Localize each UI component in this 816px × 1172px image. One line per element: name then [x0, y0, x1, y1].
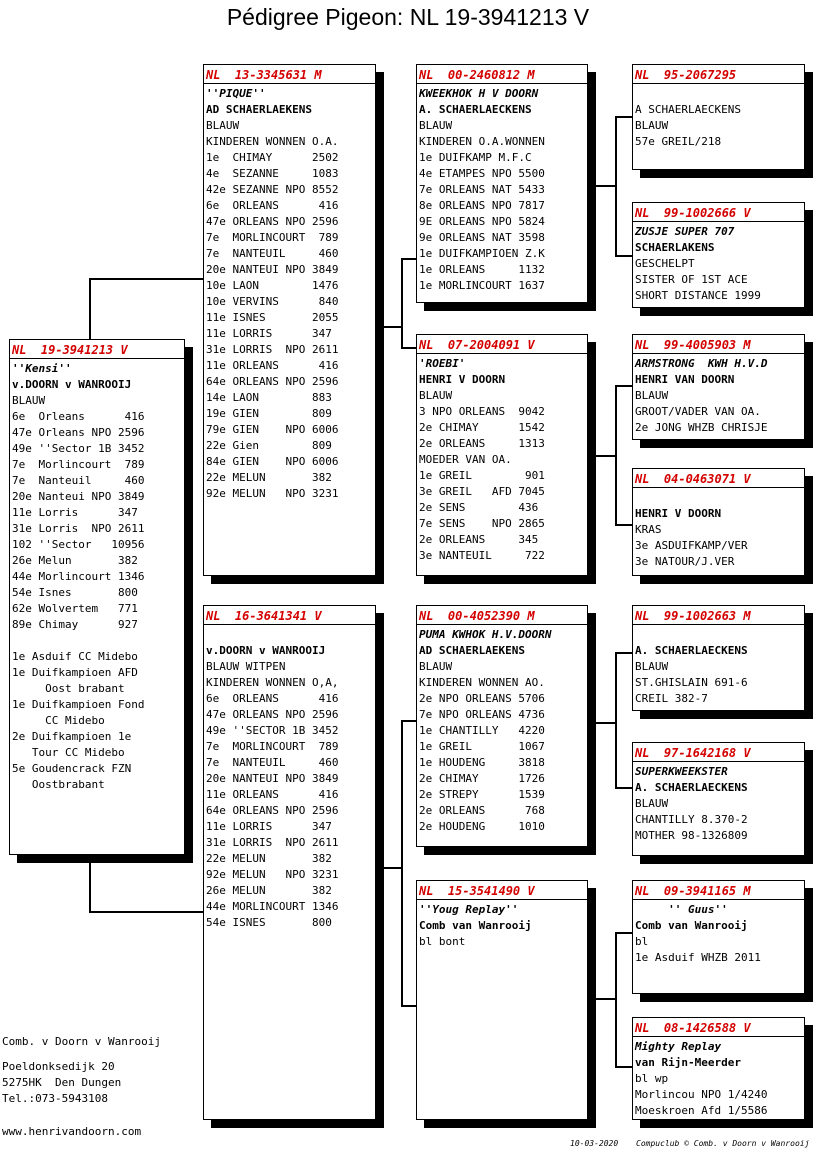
pigeon-info-line: 1e Duifkampioen Fond [12, 698, 145, 711]
breeder-name: Comb. v Doorn v Wanrooij [2, 1035, 161, 1048]
pigeon-info-line: MOTHER 98-1326809 [635, 829, 748, 842]
pigeon-info-line: 44e MORLINCOURT 1346 [206, 900, 339, 913]
pigeon-info-line: Tour CC Midebo [12, 746, 125, 759]
pigeon-info-line: 3e NATOUR/J.VER [635, 555, 735, 568]
pigeon-info-line: 2e SENS 436 [419, 501, 539, 514]
pigeon-name: SUPERKWEEKSTER [635, 765, 728, 778]
pigeon-info-line: 62e Wolvertem 771 [12, 602, 138, 615]
ring-divider [633, 624, 804, 625]
pigeon-info-line: 4e SEZANNE 1083 [206, 167, 339, 180]
pigeon-info-line: MOEDER VAN OA. [419, 453, 512, 466]
pigeon-info-line: 7e ORLEANS NAT 5433 [419, 183, 545, 196]
pigeon-name: ''Kensi'' [12, 362, 72, 375]
ring-divider [204, 83, 375, 84]
pigeon-owner: v.DOORN v WANROOIJ [12, 378, 132, 391]
pigeon-name [635, 490, 804, 506]
pigeon-name: KWEEKHOK H V DOORN [419, 87, 539, 100]
pigeon-info-line: 11e LORRIS 347 [206, 327, 332, 340]
breeder-street: Poeldonksedijk 20 [2, 1060, 115, 1073]
pigeon-mmf [632, 880, 805, 994]
pigeon-name: 'ROEBI' [419, 357, 466, 370]
pigeon-info-line: SHORT DISTANCE 1999 [635, 289, 761, 302]
pigeon-info-line: 49e ''Sector 1B 3452 [12, 442, 145, 455]
pigeon-info-line: 4e ETAMPES NPO 5500 [419, 167, 545, 180]
pigeon-info-line: 31e LORRIS NPO 2611 [206, 343, 339, 356]
pigeon-info-line: Oostbrabant [12, 778, 105, 791]
pigeon-info-line: 26e Melun 382 [12, 554, 138, 567]
pigeon-info-line: 11e LORRIS 347 [206, 820, 332, 833]
print-date: 10-03-2020 [570, 1139, 619, 1148]
pigeon-info-line: 64e ORLEANS NPO 2596 [206, 804, 339, 817]
pigeon-owner: HENRI V DOORN [419, 373, 506, 386]
connector [615, 932, 633, 934]
pigeon-info-line: 26e MELUN 382 [206, 884, 332, 897]
ring-number: NL 99-1002663 M [635, 609, 751, 623]
ring-number: NL 07-2004091 V [419, 338, 535, 352]
pigeon-info-line: 1e DUIFKAMPIOEN Z.K [419, 247, 545, 260]
connector [615, 932, 617, 1067]
pigeon-info-line: SISTER OF 1ST ACE [635, 273, 748, 286]
ring-divider [417, 83, 587, 84]
pigeon-info-line: 3e GREIL AFD 7045 [419, 485, 545, 498]
pigeon-name [635, 86, 804, 102]
pigeon-info-line: BLAUW [635, 389, 669, 402]
connector [615, 524, 633, 526]
connector [401, 720, 403, 1006]
pigeon-info-line: 1e HOUDENG 3818 [419, 756, 545, 769]
pigeon-info-line: BLAUW [419, 119, 453, 132]
pigeon-info-line: BLAUW [419, 660, 453, 673]
connector [615, 385, 617, 525]
pigeon-info-line: 7e SENS NPO 2865 [419, 517, 545, 530]
connector [615, 652, 633, 654]
pigeon-father-mother [416, 334, 588, 576]
pigeon-info-line: 7e Nanteuil 460 [12, 474, 145, 487]
pigeon-info-line: 2e ORLEANS 768 [419, 804, 545, 817]
connector [615, 787, 633, 789]
pigeon-info-line: BLAUW [635, 660, 669, 673]
breeder-phone: Tel.:073-5943108 [2, 1092, 108, 1105]
connector [89, 278, 91, 340]
pigeon-info-line: 92e MELUN NPO 3231 [206, 868, 339, 881]
connector [615, 1066, 633, 1068]
pigeon-info-line: 1e MORLINCOURT 1637 [419, 279, 545, 292]
pigeon-info-line: 8e ORLEANS NPO 7817 [419, 199, 545, 212]
pigeon-owner: HENRI V DOORN [635, 507, 722, 520]
pigeon-info-line: 2e NPO ORLEANS 5706 [419, 692, 545, 705]
pigeon-info-line: 7e MORLINCOURT 789 [206, 740, 339, 753]
pigeon-info-line: 44e Morlincourt 1346 [12, 570, 145, 583]
ring-divider [417, 899, 587, 900]
ring-divider [417, 624, 587, 625]
ring-divider [633, 221, 804, 222]
pigeon-info-line: 79e GIEN NPO 6006 [206, 423, 339, 436]
breeder-website[interactable]: www.henrivandoorn.com [2, 1125, 142, 1138]
pigeon-name: ZUSJE SUPER 707 [635, 225, 735, 238]
pigeon-father-father [416, 64, 588, 303]
pigeon-info-line: 6e ORLEANS 416 [206, 692, 339, 705]
pigeon-mff [632, 605, 805, 711]
pigeon-info-line: 92e MELUN NPO 3231 [206, 487, 339, 500]
pigeon-info-line: BLAUW [635, 797, 669, 810]
pigeon-info-line: 3e ASDUIFKAMP/VER [635, 539, 748, 552]
pigeon-info-line: ST.GHISLAIN 691-6 [635, 676, 748, 689]
pigeon-info-line: 3 NPO ORLEANS 9042 [419, 405, 545, 418]
pigeon-fff [632, 64, 805, 170]
ring-divider [204, 624, 375, 625]
pigeon-info-line: 11e ORLEANS 416 [206, 788, 339, 801]
connector [401, 258, 417, 260]
ring-number: NL 99-1002666 V [635, 206, 751, 220]
pigeon-owner: van Rijn-Meerder [635, 1056, 741, 1069]
connector [615, 255, 633, 257]
pigeon-info-line: Moeskroen Afd 1/5586 [635, 1104, 768, 1117]
pigeon-owner: Comb van Wanrooij [635, 919, 748, 932]
ring-number: NL 00-2460812 M [419, 68, 535, 82]
pigeon-owner: Comb van Wanrooij [419, 919, 532, 932]
ring-divider [633, 1036, 804, 1037]
connector [615, 116, 633, 118]
pigeon-info-line: 2e JONG WHZB CHRISJE [635, 421, 768, 434]
pigeon-info-line: 1e GREIL 1067 [419, 740, 545, 753]
pigeon-info-line: 7e NANTEUIL 460 [206, 756, 339, 769]
ring-number: NL 08-1426588 V [635, 1021, 751, 1035]
ring-number: NL 16-3641341 V [206, 609, 322, 623]
pigeon-name: ''Youg Replay'' [419, 903, 519, 916]
pigeon-father [203, 64, 376, 576]
pigeon-info-line: 1e Asduif CC Midebo [12, 650, 138, 663]
ring-number: NL 00-4052390 M [419, 609, 535, 623]
pigeon-info-line: 10e VERVINS 840 [206, 295, 339, 308]
pigeon-info-line: KRAS [635, 523, 662, 536]
pigeon-info-line: 7e NANTEUIL 460 [206, 247, 339, 260]
pigeon-info-line: 20e NANTEUI NPO 3849 [206, 772, 339, 785]
ring-divider [633, 899, 804, 900]
pigeon-info-line: 54e ISNES 800 [206, 916, 332, 929]
pigeon-name: Mighty Replay [635, 1040, 722, 1053]
connector [401, 258, 403, 348]
ring-number: NL 97-1642168 V [635, 746, 751, 760]
connector [615, 652, 617, 788]
pigeon-info-line: 22e MELUN 382 [206, 471, 332, 484]
pigeon-info-line: 2e ORLEANS 345 [419, 533, 539, 546]
connector [89, 278, 205, 280]
connector [615, 116, 617, 256]
pigeon-mfm [632, 742, 805, 856]
pigeon-owner: A. SCHAERLAECKENS [635, 781, 748, 794]
pigeon-fmm [632, 468, 805, 576]
pigeon-mother [203, 605, 376, 1120]
pigeon-info-line: 49e ''SECTOR 1B 3452 [206, 724, 339, 737]
pigeon-info-line: BLAUW WITPEN [206, 660, 286, 673]
pigeon-info-line: CC Midebo [12, 714, 105, 727]
pigeon-info-line: KINDEREN WONNEN O.A. [206, 135, 339, 148]
ring-number: NL 04-0463071 V [635, 472, 751, 486]
pigeon-ffm [632, 202, 805, 308]
pigeon-name [635, 627, 804, 643]
pigeon-info-line: 10e LAON 1476 [206, 279, 339, 292]
ring-divider [633, 353, 804, 354]
pigeon-info-line: 47e ORLEANS NPO 2596 [206, 215, 339, 228]
pigeon-info-line: 31e Lorris NPO 2611 [12, 522, 145, 535]
pigeon-main [9, 339, 185, 855]
pigeon-info-line: 64e ORLEANS NPO 2596 [206, 375, 339, 388]
connector [401, 347, 417, 349]
pigeon-info-line: 1e CHANTILLY 4220 [419, 724, 545, 737]
pigeon-info-line: 47e Orleans NPO 2596 [12, 426, 145, 439]
pigeon-info-line: 31e LORRIS NPO 2611 [206, 836, 339, 849]
pigeon-info-line: 1e DUIFKAMP M.F.C [419, 151, 532, 164]
pigeon-info-line: 11e ORLEANS 416 [206, 359, 339, 372]
pigeon-info-line: 3e NANTEUIL 722 [419, 549, 545, 562]
connector [596, 455, 616, 457]
pigeon-info-line: 9E ORLEANS NPO 5824 [419, 215, 545, 228]
pigeon-info-line: 11e ISNES 2055 [206, 311, 339, 324]
pigeon-info-line: 9e ORLEANS NAT 3598 [419, 231, 545, 244]
pigeon-fmf [632, 334, 805, 440]
pigeon-info-line: CHANTILLY 8.370-2 [635, 813, 748, 826]
pigeon-info-line: 89e Chimay 927 [12, 618, 138, 631]
pigeon-mmm [632, 1017, 805, 1120]
pigeon-info-line: 6e ORLEANS 416 [206, 199, 339, 212]
pigeon-info-line: 84e GIEN NPO 6006 [206, 455, 339, 468]
ring-divider [417, 353, 587, 354]
pigeon-info-line: 1e CHIMAY 2502 [206, 151, 339, 164]
pigeon-name: ''PIQUE'' [206, 87, 266, 100]
pigeon-info-line: 7e Morlincourt 789 [12, 458, 145, 471]
pigeon-info-line: 54e Isnes 800 [12, 586, 138, 599]
connector [596, 722, 616, 724]
pigeon-info-line: 2e CHIMAY 1542 [419, 421, 545, 434]
pigeon-owner: AD SCHAERLAEKENS [419, 644, 525, 657]
pigeon-owner: SCHAERLAKENS [635, 241, 715, 254]
pigeon-info-line: Morlincou NPO 1/4240 [635, 1088, 768, 1101]
pigeon-info-line: 1e Asduif WHZB 2011 [635, 951, 761, 964]
ring-divider [633, 487, 804, 488]
connector [89, 911, 205, 913]
pigeon-info-line: 22e MELUN 382 [206, 852, 332, 865]
pigeon-mother-mother [416, 880, 588, 1120]
ring-number: NL 19-3941213 V [12, 343, 128, 357]
pigeon-name: ARMSTRONG KWH H.V.D [635, 357, 768, 370]
pigeon-info-line: GROOT/VADER VAN OA. [635, 405, 761, 418]
ring-number: NL 99-4005903 M [635, 338, 751, 352]
pigeon-owner: AD SCHAERLAEKENS [206, 103, 312, 116]
pigeon-info-line: 5e Goudencrack FZN [12, 762, 132, 775]
pigeon-info-line: BLAUW [635, 119, 669, 132]
pigeon-info-line: 57e GREIL/218 [635, 135, 722, 148]
pigeon-owner: A SCHAERLAECKENS [635, 103, 741, 116]
pigeon-name: '' Guus'' [635, 903, 728, 916]
pigeon-owner: A. SCHAERLAECKENS [635, 644, 748, 657]
pigeon-owner: HENRI VAN DOORN [635, 373, 735, 386]
pigeon-info-line: Oost brabant [12, 682, 125, 695]
pigeon-info-line: BLAUW [419, 389, 453, 402]
pigeon-info-line: 42e SEZANNE NPO 8552 [206, 183, 339, 196]
pigeon-info-line: KINDEREN O.A.WONNEN [419, 135, 545, 148]
pigeon-info-line: 1e GREIL 901 [419, 469, 545, 482]
ring-number: NL 95-2067295 [635, 68, 737, 82]
pigeon-info-line: 20e NANTEUI NPO 3849 [206, 263, 339, 276]
pigeon-info-line: 7e MORLINCOURT 789 [206, 231, 339, 244]
page-title: Pédigree Pigeon: NL 19-3941213 V [226, 4, 590, 30]
ring-number: NL 09-3941165 M [635, 884, 751, 898]
ring-number: NL 15-3541490 V [419, 884, 535, 898]
pigeon-info-line: 102 ''Sector 10956 [12, 538, 145, 551]
ring-divider [633, 761, 804, 762]
connector [596, 185, 616, 187]
software-credit: Compuclub © Comb. v Doorn v Wanrooij [636, 1139, 810, 1148]
pigeon-info-line: 1e Duifkampioen AFD [12, 666, 138, 679]
pigeon-info-line: 19e GIEN 809 [206, 407, 332, 420]
pigeon-info-line: 2e STREPY 1539 [419, 788, 545, 801]
pigeon-info-line: 1e ORLEANS 1132 [419, 263, 545, 276]
pigeon-info-line: CREIL 382-7 [635, 692, 708, 705]
pigeon-info-line: 6e Orleans 416 [12, 410, 145, 423]
pigeon-info-line: bl bont [419, 935, 466, 948]
pigeon-name [206, 627, 375, 643]
pigeon-info-line: 2e HOUDENG 1010 [419, 820, 545, 833]
connector [401, 1005, 417, 1007]
pigeon-info-line: BLAUW [12, 394, 46, 407]
pigeon-info-line: GESCHELPT [635, 257, 695, 270]
pigeon-owner: v.DOORN v WANROOIJ [206, 644, 326, 657]
connector [401, 720, 417, 722]
connector [384, 867, 402, 869]
ring-divider [633, 83, 804, 84]
pigeon-info-line: bl [635, 935, 649, 948]
pigeon-info-line: BLAUW [206, 119, 240, 132]
connector [615, 385, 633, 387]
pigeon-info-line: 14e LAON 883 [206, 391, 332, 404]
breeder-city: 5275HK Den Dungen [2, 1076, 122, 1089]
ring-number: NL 13-3345631 M [206, 68, 322, 82]
connector [596, 998, 616, 1000]
pigeon-info-line: 2e ORLEANS 1313 [419, 437, 545, 450]
pigeon-info-line: bl wp [635, 1072, 669, 1085]
pigeon-info-line: 2e Duifkampioen 1e [12, 730, 132, 743]
pigeon-info-line: 47e ORLEANS NPO 2596 [206, 708, 339, 721]
pigeon-info-line: 2e CHIMAY 1726 [419, 772, 545, 785]
connector [384, 326, 402, 328]
pigeon-info-line: 11e Lorris 347 [12, 506, 138, 519]
pigeon-info-line: KINDEREN WONNEN AO. [419, 676, 545, 689]
connector [89, 856, 91, 912]
pigeon-info-line: 7e NPO ORLEANS 4736 [419, 708, 545, 721]
pigeon-info-line: 20e Nanteui NPO 3849 [12, 490, 145, 503]
pigeon-info-line: KINDEREN WONNEN O,A, [206, 676, 339, 689]
pigeon-owner: A. SCHAERLAECKENS [419, 103, 532, 116]
ring-divider [10, 358, 184, 359]
pigeon-info-line: 22e Gien 809 [206, 439, 332, 452]
pigeon-info-line [12, 633, 184, 649]
pigeon-name: PUMA KWHOK H.V.DOORN [419, 628, 552, 641]
pigeon-mother-father [416, 605, 588, 847]
